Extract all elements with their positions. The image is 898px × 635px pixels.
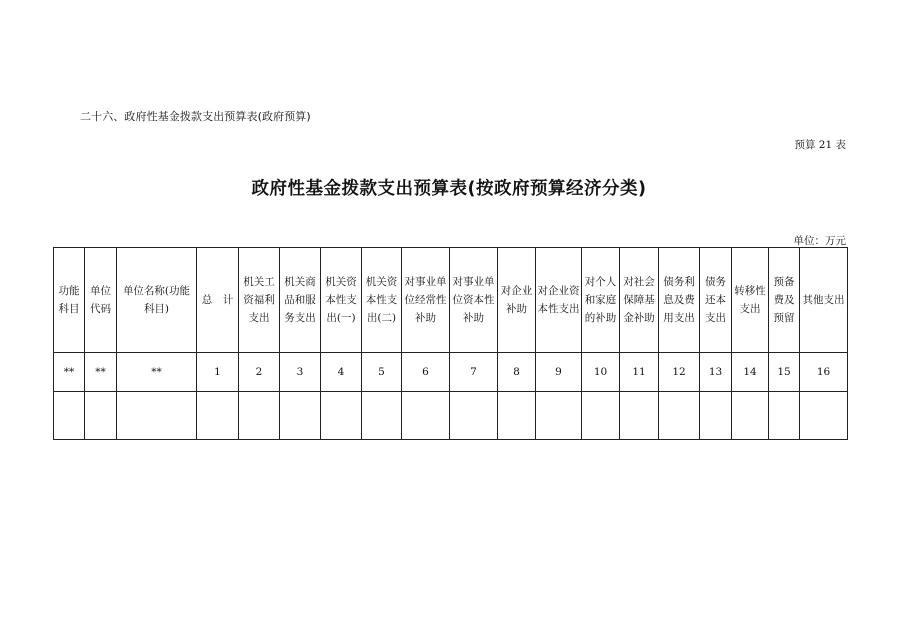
table-cell: 7 [450, 353, 498, 392]
table-cell: 16 [800, 353, 848, 392]
column-header: 机关资本性支出(一) [321, 248, 362, 353]
budget-table [53, 247, 848, 440]
table-cell: 8 [498, 353, 536, 392]
table-cell: 14 [732, 353, 769, 392]
table-cell: 15 [769, 353, 800, 392]
column-header: 机关资本性支出(二) [362, 248, 402, 353]
table-cell: 2 [239, 353, 280, 392]
table-number: 预算 21 表 [794, 139, 846, 151]
table-row [54, 353, 848, 392]
column-header: 对社会保障基金补助 [620, 248, 659, 353]
table-cell: ** [54, 353, 85, 392]
column-header: 对企业资本性支出 [536, 248, 582, 353]
table-cell: ** [85, 353, 117, 392]
table-cell: 13 [700, 353, 732, 392]
table-cell [197, 392, 239, 440]
table-row [54, 392, 848, 440]
column-header: 预备费及预留 [769, 248, 800, 353]
table-cell [582, 392, 620, 440]
column-header: 转移性支出 [732, 248, 769, 353]
table-cell [498, 392, 536, 440]
table-cell [450, 392, 498, 440]
table-cell [85, 392, 117, 440]
table-cell: 3 [280, 353, 321, 392]
table-cell [769, 392, 800, 440]
column-header: 单位代码 [85, 248, 117, 353]
table-cell [732, 392, 769, 440]
table-cell [402, 392, 450, 440]
page-title: 政府性基金拨款支出预算表(按政府预算经济分类) [251, 179, 647, 199]
table-cell: 11 [620, 353, 659, 392]
column-header: 机关工资福利支出 [239, 248, 280, 353]
column-header: 单位名称(功能科目) [117, 248, 197, 353]
unit-label: 单位：万元 [793, 235, 846, 247]
table-cell [362, 392, 402, 440]
column-header: 对事业单位经常性补助 [402, 248, 450, 353]
column-header: 功能科目 [54, 248, 85, 353]
column-header: 总 计 [197, 248, 239, 353]
section-heading: 二十六、政府性基金拨款支出预算表(政府预算) [80, 110, 311, 123]
table-cell: 10 [582, 353, 620, 392]
table-cell: 5 [362, 353, 402, 392]
column-header: 债务利息及费用支出 [659, 248, 700, 353]
column-header: 机关商品和服务支出 [280, 248, 321, 353]
column-header: 对事业单位资本性补助 [450, 248, 498, 353]
table-cell [280, 392, 321, 440]
table-cell [800, 392, 848, 440]
table-cell: 6 [402, 353, 450, 392]
table-cell [54, 392, 85, 440]
column-header: 对个人和家庭的补助 [582, 248, 620, 353]
table-cell [321, 392, 362, 440]
column-header: 对企业补助 [498, 248, 536, 353]
table-cell: 12 [659, 353, 700, 392]
table-cell [117, 392, 197, 440]
table-cell: 1 [197, 353, 239, 392]
table-cell [659, 392, 700, 440]
table-cell [536, 392, 582, 440]
table-cell: 9 [536, 353, 582, 392]
column-header: 其他支出 [800, 248, 848, 353]
column-header: 债务还本支出 [700, 248, 732, 353]
table-cell: ** [117, 353, 197, 392]
table-cell [620, 392, 659, 440]
table-cell [239, 392, 280, 440]
table-header-row [54, 248, 848, 353]
table-cell: 4 [321, 353, 362, 392]
table-cell [700, 392, 732, 440]
